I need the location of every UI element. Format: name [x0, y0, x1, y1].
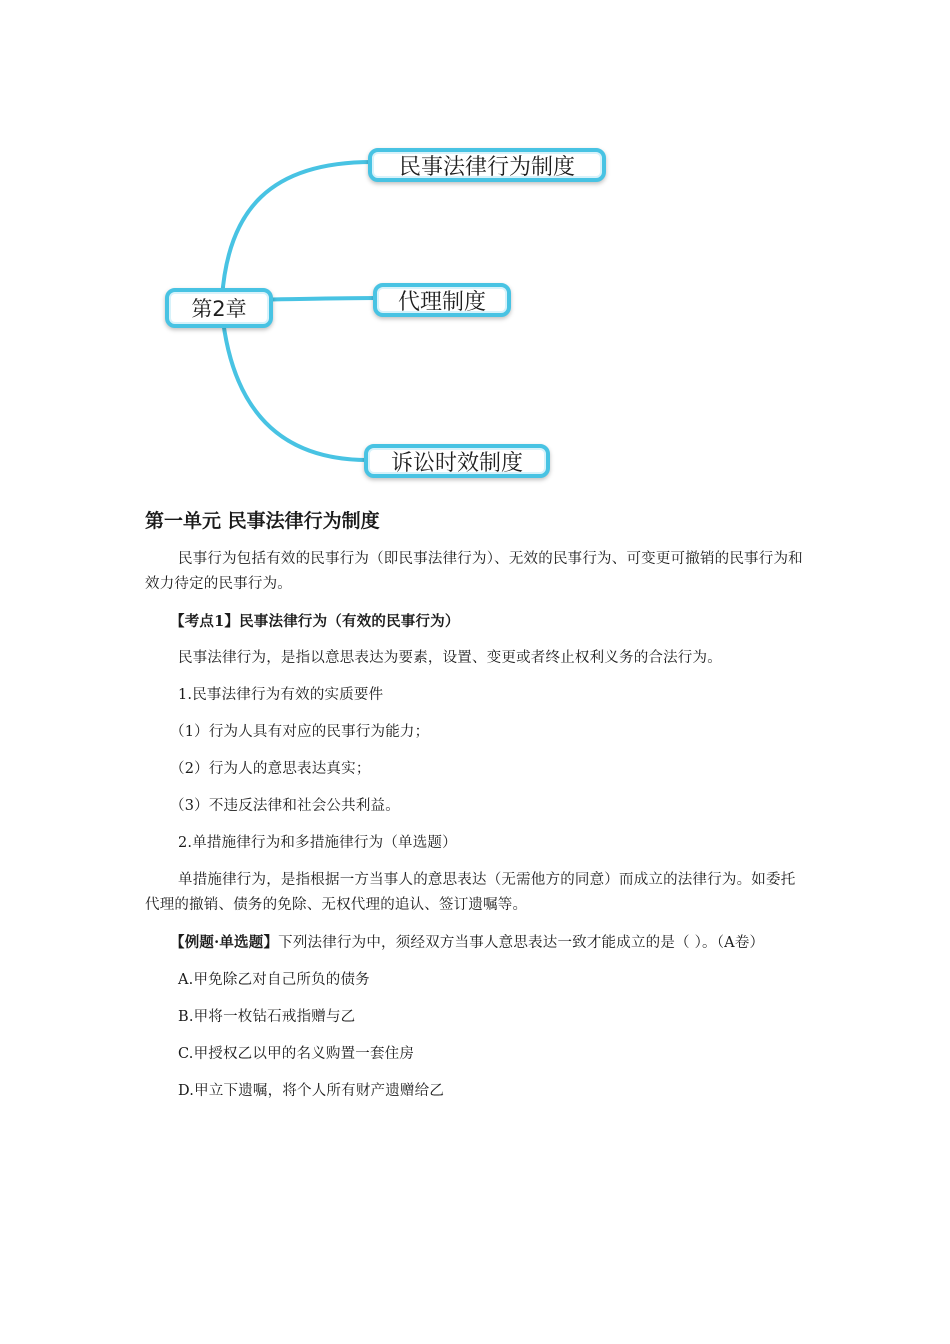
example-text: 下列法律行为中，须经双方当事人意思表达一致才能成立的是（ ）。（A卷） — [278, 935, 765, 951]
requirement-item: （3）不违反法律和社会公共利益。 — [170, 798, 400, 814]
intro-paragraph: 民事行为包括有效的民事行为（即民事法律行为）、无效的民事行为、可变更可撤销的民事行为和效力待定的民事行为。 — [145, 551, 803, 592]
mind-map-branch-civil-legal-act: 民事法律行为制度 — [368, 148, 606, 182]
example-question — [145, 930, 805, 956]
option-a: A.甲免除乙对自己所负的债务 — [178, 972, 370, 988]
definition-paragraph: 民事法律行为，是指以意思表达为要素，设置、变更或者终止权利义务的合法行为。 — [178, 650, 722, 666]
document-body — [145, 505, 805, 1116]
requirement-item: （1）行为人具有对应的民事行为能力； — [170, 724, 430, 740]
option-b: B.甲将一枚钻石戒指赠与乙 — [178, 1009, 356, 1025]
connector-branch-3 — [222, 312, 368, 460]
mind-map-connectors — [0, 0, 950, 500]
kaodian-heading: 【考点1】民事法律行为（有效的民事行为） — [170, 613, 460, 630]
option-d: D.甲立下遗嘱，将个人所有财产遗赠给乙 — [178, 1083, 445, 1099]
mind-map-root-node: 第2章 — [165, 288, 273, 328]
item1-heading: 1.民事法律行为有效的实质要件 — [178, 687, 384, 703]
section-title: 第一单元 民事法律行为制度 — [145, 510, 380, 532]
requirement-item: （2）行为人的意思表达真实； — [170, 761, 371, 777]
item2-paragraph: 单措施律行为，是指根据一方当事人的意思表达（无需他方的同意）而成立的法律行为。如委托代理的撤销、债务的免除、无权代理的追认、签订遗嘱等。 — [145, 872, 796, 913]
mind-map-branch-agency: 代理制度 — [373, 283, 511, 317]
option-c: C.甲授权乙以甲的名义购置一套住房 — [178, 1046, 415, 1062]
mind-map — [0, 0, 950, 500]
connector-branch-1 — [222, 162, 372, 298]
mind-map-branch-limitation: 诉讼时效制度 — [364, 444, 550, 478]
item2-heading: 2.单措施律行为和多措施律行为（单选题） — [178, 835, 457, 851]
example-label: 【例题·单选题】 — [170, 934, 279, 951]
